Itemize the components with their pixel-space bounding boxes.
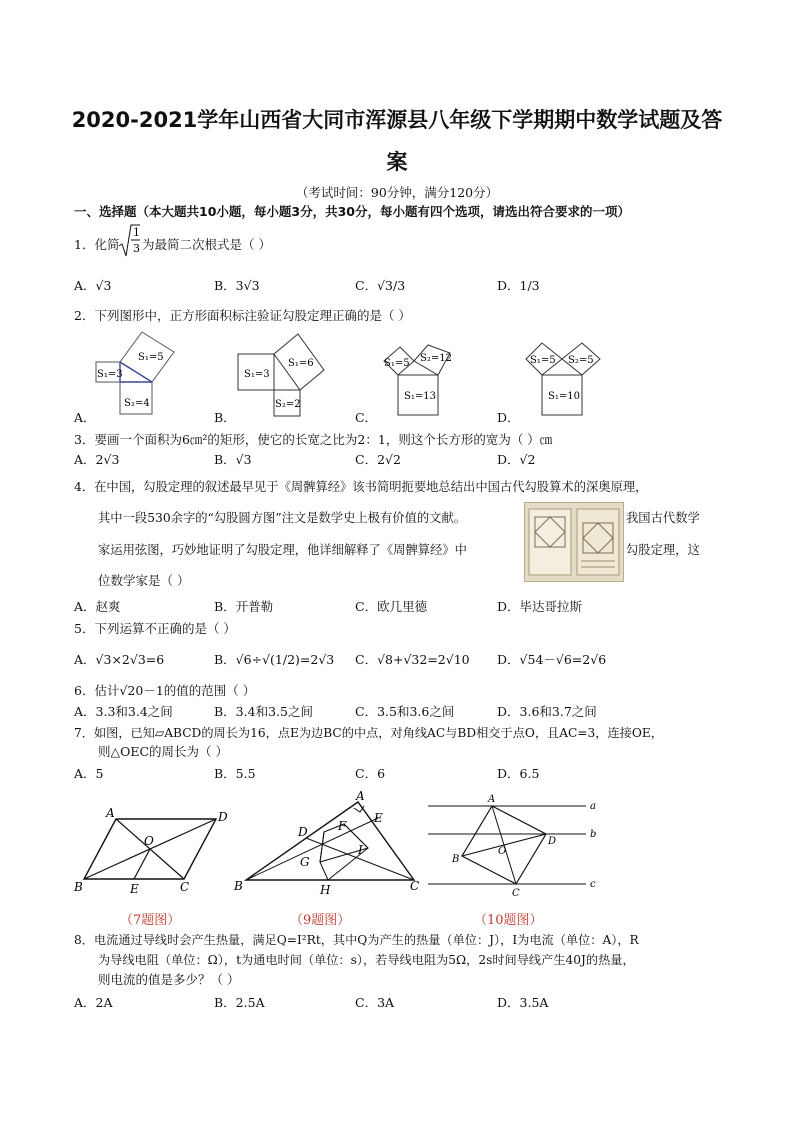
q3-option-d: D．√2 bbox=[497, 452, 536, 467]
q5-option-d: D．√54－√6=2√6 bbox=[497, 652, 607, 667]
q5-stem: 5．下列运算不正确的是（ ） bbox=[74, 621, 236, 636]
q4-option-d: D．毕达哥拉斯 bbox=[497, 599, 583, 614]
q1-option-a: A．√3 bbox=[74, 278, 112, 293]
q7-line2: 则△OEC的周长为（ ） bbox=[98, 744, 229, 759]
q4-line2a: 其中一段530余字的“勾股圆方图”注文是数学史上极有价值的文献。 bbox=[98, 511, 467, 525]
fig-c-s1-bottom: S₁=13 bbox=[404, 391, 436, 402]
f9-label-a: A bbox=[356, 789, 365, 803]
fig-d-s1: S₁=5 bbox=[530, 355, 556, 366]
q4-option-a: A．赵爽 bbox=[74, 599, 121, 614]
q3-option-a: A．2√3 bbox=[74, 452, 120, 467]
q4-line3a: 家运用弦图，巧妙地证明了勾股定理，他详细解释了《周髀算经》中 bbox=[98, 543, 467, 557]
q2-figure-b bbox=[234, 330, 334, 420]
q8-option-d: D．3.5A bbox=[497, 995, 549, 1010]
q6-option-c: C．3.5和3.6之间 bbox=[355, 704, 455, 719]
section-heading: 一、选择题（本大题共10小题，每小题3分，共30分，每小题有四个选项，请选出符合要求的一项） bbox=[74, 204, 630, 219]
q7-line1: 7．如图，已知▱ABCD的周长为16，点E为边BC的中点，对角线AC与BD相交于点O，且AC=3，连接OE， bbox=[74, 726, 663, 740]
q6-stem: 6．估计√20－1的值的范围（ ） bbox=[74, 683, 256, 698]
f9-label-d: D bbox=[298, 825, 308, 839]
fig-d-s1-bottom: S₁=10 bbox=[548, 391, 580, 402]
q4-line3b: 勾股定理，这 bbox=[626, 543, 700, 557]
q8-option-a: A．2A bbox=[74, 995, 113, 1010]
fig-b-s2: S₂=2 bbox=[275, 399, 301, 410]
f10-label-line-c: c bbox=[590, 879, 596, 890]
q8-line2: 为导线电阻（单位：Ω），t为通电时间（单位：s），若导线电阻为5Ω，2s时间导线产生40J的热量， bbox=[98, 953, 635, 967]
q1-option-d: D．1/3 bbox=[497, 278, 540, 293]
figure-7-parallelogram bbox=[72, 805, 232, 900]
page-title-cont: 案 bbox=[386, 150, 408, 174]
q5-option-b: B．√6÷√(1/2)=2√3 bbox=[214, 652, 335, 667]
q1-stem-a: 1．化简 bbox=[74, 237, 120, 252]
q4-line2b: 我国古代数学 bbox=[626, 511, 700, 525]
q3-stem: 3．要画一个面积为6㎝²的矩形，使它的长宽之比为2：1，则这个长方形的宽为（ ）㎝ bbox=[74, 432, 553, 447]
q4-line4: 位数学家是（ ） bbox=[98, 573, 190, 588]
q2-figure-a bbox=[88, 330, 188, 420]
q7-option-b: B．5.5 bbox=[214, 766, 256, 781]
q1-option-b: B．3√3 bbox=[214, 278, 260, 293]
sqrt-one-third bbox=[118, 222, 142, 262]
f7-label-a: A bbox=[106, 806, 115, 820]
f9-label-c: C bbox=[410, 879, 420, 893]
f10-label-b: B bbox=[452, 854, 460, 865]
f7-label-d: D bbox=[218, 810, 228, 824]
exam-info: （考试时间：90分钟，满分120分） bbox=[295, 185, 499, 200]
q1-stem-b: 为最简二次根式是（ ） bbox=[142, 237, 271, 252]
figure-10-parallel-lines bbox=[426, 792, 606, 902]
q2-option-c: C． bbox=[355, 410, 378, 425]
f7-label-c: C bbox=[180, 880, 190, 894]
fig-d-s2: S₂=5 bbox=[568, 355, 594, 366]
q2-option-a: A． bbox=[74, 410, 96, 425]
page-title: 2020-2021学年山西省大同市浑源县八年级下学期期中数学试题及答 bbox=[71, 108, 723, 132]
f10-label-a: A bbox=[488, 794, 496, 805]
f10-label-o: O bbox=[498, 846, 507, 857]
q2-stem: 2．下列图形中，正方形面积标注验证勾股定理正确的是（ ） bbox=[74, 308, 411, 323]
q4-option-c: C．欧几里德 bbox=[355, 599, 428, 614]
caption-7: （7题图） bbox=[120, 913, 181, 928]
q8-line3: 则电流的值是多少？（ ） bbox=[98, 972, 240, 987]
q5-option-c: C．√8+√32=2√10 bbox=[355, 652, 470, 667]
q2-figure-d bbox=[520, 335, 610, 420]
q6-option-d: D．3.6和3.7之间 bbox=[497, 704, 597, 719]
svg-text:1: 1 bbox=[133, 226, 140, 239]
q5-option-a: A．√3×2√3=6 bbox=[74, 652, 165, 667]
q2-option-d: D． bbox=[497, 410, 520, 425]
fig-b-s1-left: S₁=3 bbox=[244, 369, 270, 380]
q6-option-b: B．3.4和3.5之间 bbox=[214, 704, 313, 719]
svg-text:3: 3 bbox=[133, 242, 140, 255]
q1-option-c: C．√3/3 bbox=[355, 278, 406, 293]
f9-label-b: B bbox=[234, 879, 243, 893]
f9-label-f: F bbox=[338, 819, 347, 833]
f9-label-e: E bbox=[374, 811, 383, 825]
fig-c-s1: S₁=5 bbox=[384, 358, 410, 369]
caption-9: （9题图） bbox=[290, 913, 351, 928]
q6-option-a: A．3.3和3.4之间 bbox=[74, 704, 173, 719]
q7-option-c: C．6 bbox=[355, 766, 386, 781]
q2-option-b: B． bbox=[214, 410, 236, 425]
f10-label-c: C bbox=[512, 888, 520, 899]
q8-option-c: C．3A bbox=[355, 995, 395, 1010]
caption-10: （10题图） bbox=[474, 913, 543, 928]
f9-label-h: H bbox=[320, 883, 331, 897]
figure-9-triangle bbox=[232, 790, 427, 900]
q2-figure-c bbox=[380, 335, 470, 420]
f7-label-o: O bbox=[144, 834, 154, 848]
fig-c-s2: S₂=12 bbox=[420, 353, 452, 364]
q3-option-c: C．2√2 bbox=[355, 452, 401, 467]
f10-label-line-a: a bbox=[590, 801, 596, 812]
f10-label-line-b: b bbox=[590, 829, 597, 840]
fig-a-s1-top: S₁=5 bbox=[138, 352, 164, 363]
q3-option-b: B．√3 bbox=[214, 452, 252, 467]
q8-line1: 8．电流通过导线时会产生热量，满足Q=I²Rt，其中Q为产生的热量（单位：J），I为电流（单位：A），R bbox=[74, 933, 639, 947]
zhoubi-suanjing-image bbox=[524, 502, 624, 582]
fig-a-s1-left: S₁=3 bbox=[97, 369, 123, 380]
q7-option-a: A．5 bbox=[74, 766, 104, 781]
q7-option-d: D．6.5 bbox=[497, 766, 540, 781]
f9-label-g: G bbox=[300, 855, 310, 869]
f7-label-e: E bbox=[130, 882, 139, 896]
fig-b-s1-right: S₁=6 bbox=[288, 358, 314, 369]
q8-option-b: B．2.5A bbox=[214, 995, 265, 1010]
f7-label-b: B bbox=[74, 880, 83, 894]
q4-line1: 4．在中国，勾股定理的叙述最早见于《周髀算经》该书简明扼要地总结出中国古代勾股算术的深奥原理， bbox=[74, 480, 648, 494]
fig-a-s2: S₂=4 bbox=[124, 398, 150, 409]
f9-label-i: I bbox=[358, 843, 363, 857]
f10-label-d: D bbox=[548, 836, 557, 847]
q4-option-b: B．开普勒 bbox=[214, 599, 274, 614]
